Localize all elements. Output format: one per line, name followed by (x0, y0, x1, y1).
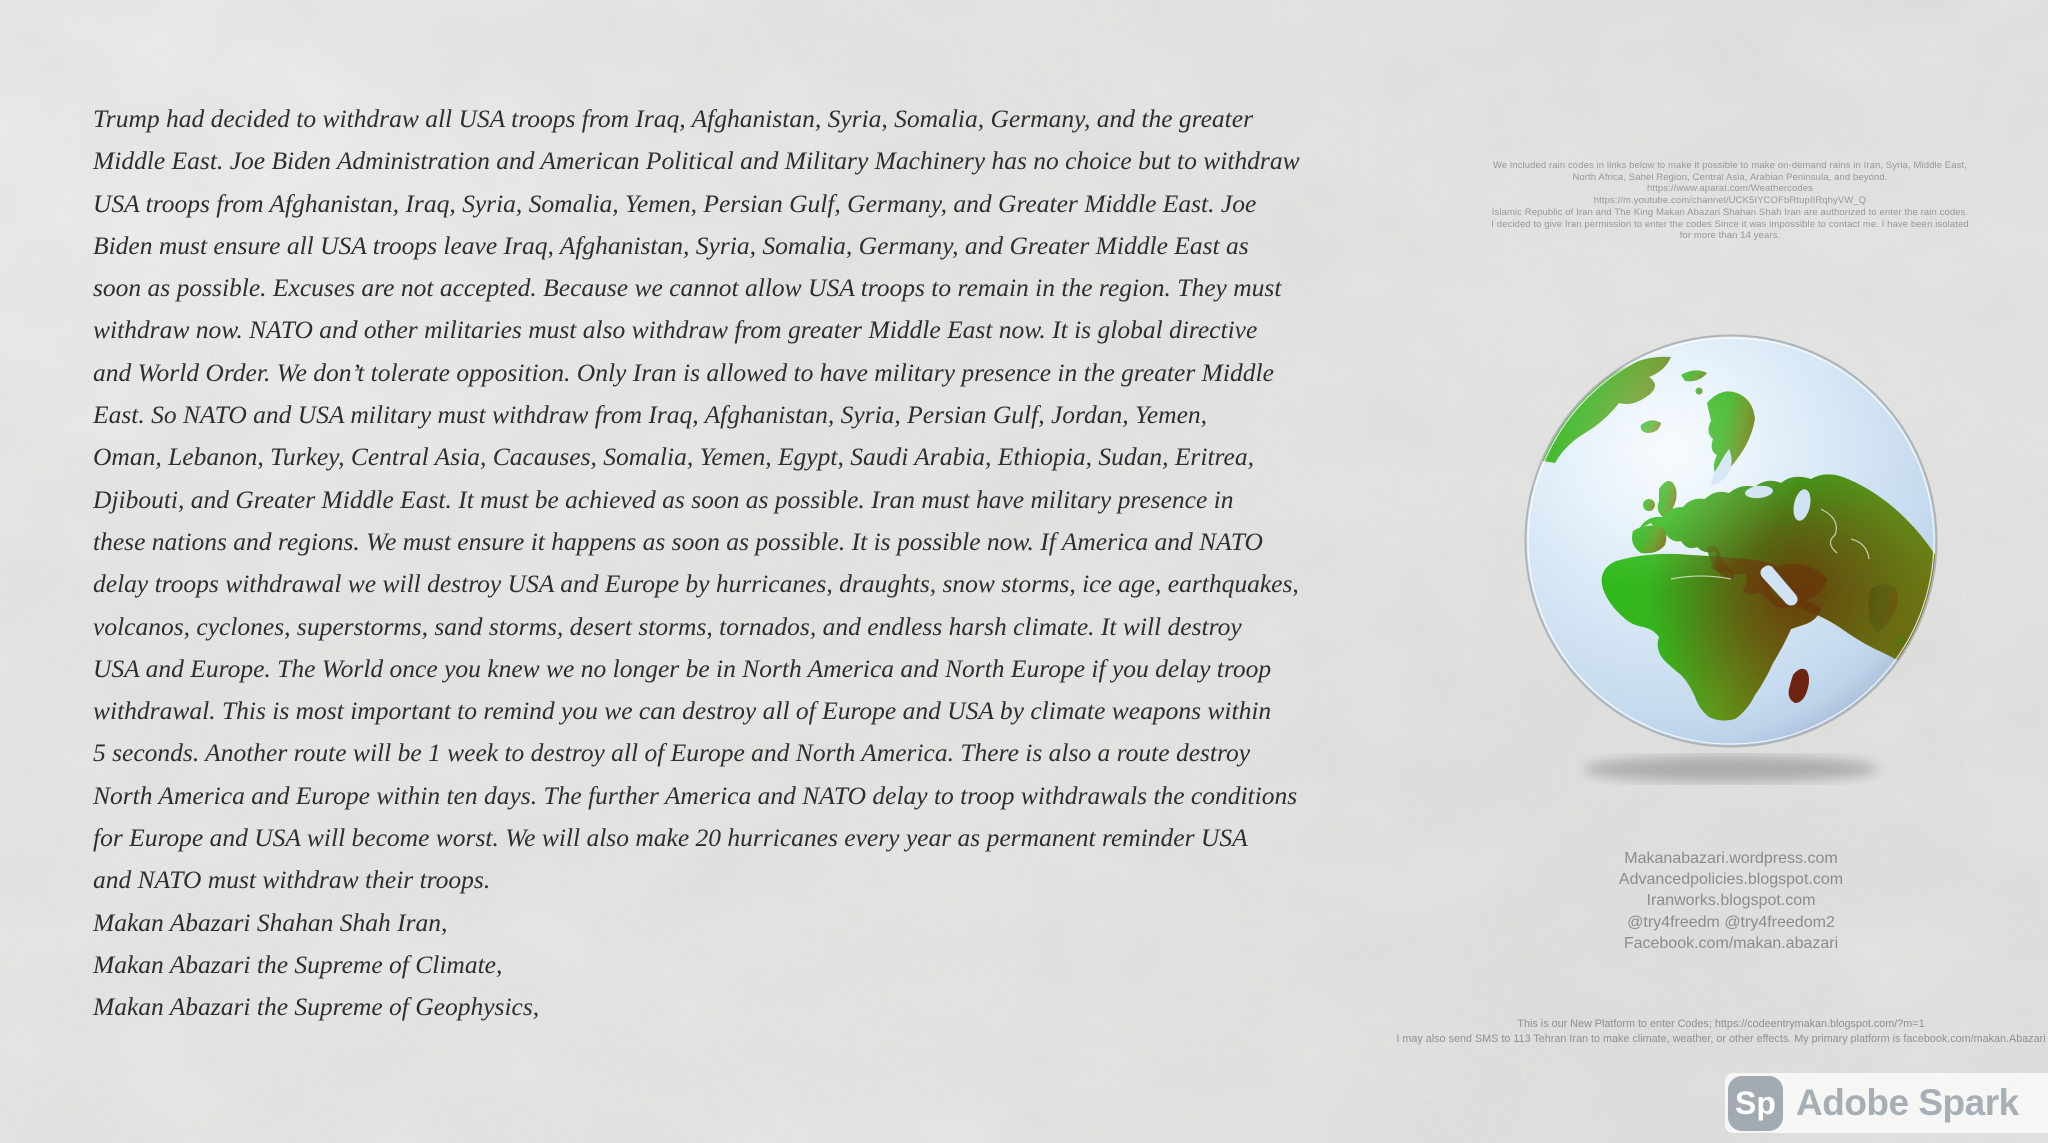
rain-codes-note-line: We included rain codes in links below to make it possible to make on-demand rains in Iran, Syria, Middle East, (1493, 160, 1967, 171)
letter-line: volcanos, cyclones, superstorms, sand storms, desert storms, tornados, and endless harsh climate. It will destroy (93, 611, 1242, 641)
letter-line: Oman, Lebanon, Turkey, Central Asia, Cacauses, Somalia, Yemen, Egypt, Saudi Arabia, Ethiopia, Sudan, Eritrea, (93, 442, 1254, 472)
letter-line: for Europe and USA will become worst. We will also make 20 hurricanes every year as permanent reminder USA (93, 823, 1248, 853)
letter-line: Biden must ensure all USA troops leave Iraq, Afghanistan, Syria, Somalia, Germany, and Greater Middle East as (93, 230, 1249, 260)
letter-line: 5 seconds. Another route will be 1 week to destroy all of Europe and North America. There is also a route destroy (93, 738, 1251, 768)
letter-line: Makan Abazari the Supreme of Geophysics, (93, 992, 540, 1022)
social-link-line: Facebook.com/makan.abazari (1623, 934, 1839, 952)
rain-codes-note (1460, 160, 2000, 242)
social-links (1481, 848, 1981, 954)
rain-codes-note-line: https://m.youtube.com/channel/UCK5IYCOFbRtupIIRqhyVW_Q (1593, 195, 1867, 207)
platform-note-line: I may also send SMS to 113 Tehran Iran to make climate, weather, or other effects. My primary platform is facebook.com/makan.Abazari (1396, 1033, 2046, 1045)
rain-codes-note-line: https://www.aparat.com/Weathercodes (1647, 183, 1813, 195)
letter-line: these nations and regions. We must ensure it happens as soon as possible. It is possible now. If America and NATO (93, 526, 1263, 556)
letter-line: delay troops withdrawal we will destroy USA and Europe by hurricanes, draughts, snow storms, ice age, earthquakes, (93, 569, 1299, 599)
letter-line: soon as possible. Excuses are not accepted. Because we cannot allow USA troops to remain in the region. They must (93, 273, 1282, 303)
rain-codes-note-line: North Africa, Sahel Region, Central Asia, Arabian Peninsula, and beyond. (1572, 171, 1888, 183)
letter-line: Makan Abazari Shahan Shah Iran, (93, 907, 448, 937)
letter-line: Middle East. Joe Biden Administration and American Political and Military Machinery has no choice but to withdraw (93, 146, 1300, 176)
social-link-line: Makanabazari.wordpress.com (1624, 850, 1838, 867)
letter-line: East. So NATO and USA military must withdraw from Iraq, Afghanistan, Syria, Persian Gulf, Jordan, Yemen, (93, 400, 1208, 430)
letter-line: USA and Europe. The World once you knew we no longer be in North America and North Europe if you delay troop (93, 653, 1272, 683)
letter-line: Trump had decided to withdraw all USA troops from Iraq, Afghanistan, Syria, Somalia, Germany, and the greater (93, 104, 1254, 133)
letter-line: North America and Europe within ten days. The further America and NATO delay to troop withdrawals the conditions (93, 780, 1298, 810)
letter-text-block (93, 98, 1493, 1029)
letter-line: USA troops from Afghanistan, Iraq, Syria, Somalia, Yemen, Persian Gulf, Germany, and Greater Middle East. Joe (93, 188, 1257, 218)
platform-note (1391, 1017, 2048, 1047)
rain-codes-note-line: I decided to give Iran permission to enter the codes Since it was impossible to contact me. I have been isolated (1491, 218, 1969, 230)
earth-globe-illustration (1521, 329, 1941, 789)
rain-codes-note-line: for more than 14 years. (1679, 230, 1781, 242)
adobe-spark-logo-icon: Sp (1728, 1076, 1783, 1131)
social-link-line: Iranworks.blogspot.com (1646, 892, 1816, 910)
social-link-line: Advancedpolicies.blogspot.com (1618, 871, 1844, 889)
globe-shadow (1583, 756, 1879, 782)
letter-line: Djibouti, and Greater Middle East. It must be achieved as soon as possible. Iran must have military presence in (93, 484, 1234, 514)
rain-codes-note-line: Islamic Republic of Iran and The King Makan Abazari Shahan Shah Iran are authorized to enter the rain codes. (1491, 206, 1969, 218)
letter-line: and World Order. We don’t tolerate opposition. Only Iran is allowed to have military presence in the greater Middle (93, 357, 1274, 387)
platform-note-line: This is our New Platform to enter Codes; https://codeentrymakan.blogspot.com/?m=1 (1517, 1018, 1925, 1030)
letter-line: withdrawal. This is most important to remind you we can destroy all of Europe and USA by climate weapons within (93, 696, 1272, 726)
letter-line: and NATO must withdraw their troops. (93, 865, 491, 895)
letter-line: withdraw now. NATO and other militaries must also withdraw from greater Middle East now. It is global directive (93, 315, 1258, 345)
adobe-spark-watermark (1725, 1073, 2048, 1133)
earth-globe-icon (1521, 329, 1941, 789)
letter-line: Makan Abazari the Supreme of Climate, (93, 949, 503, 979)
social-link-line: @try4freedm @try4freedom2 (1627, 913, 1835, 931)
adobe-spark-brand-text: Adobe Spark (1796, 1082, 2019, 1123)
